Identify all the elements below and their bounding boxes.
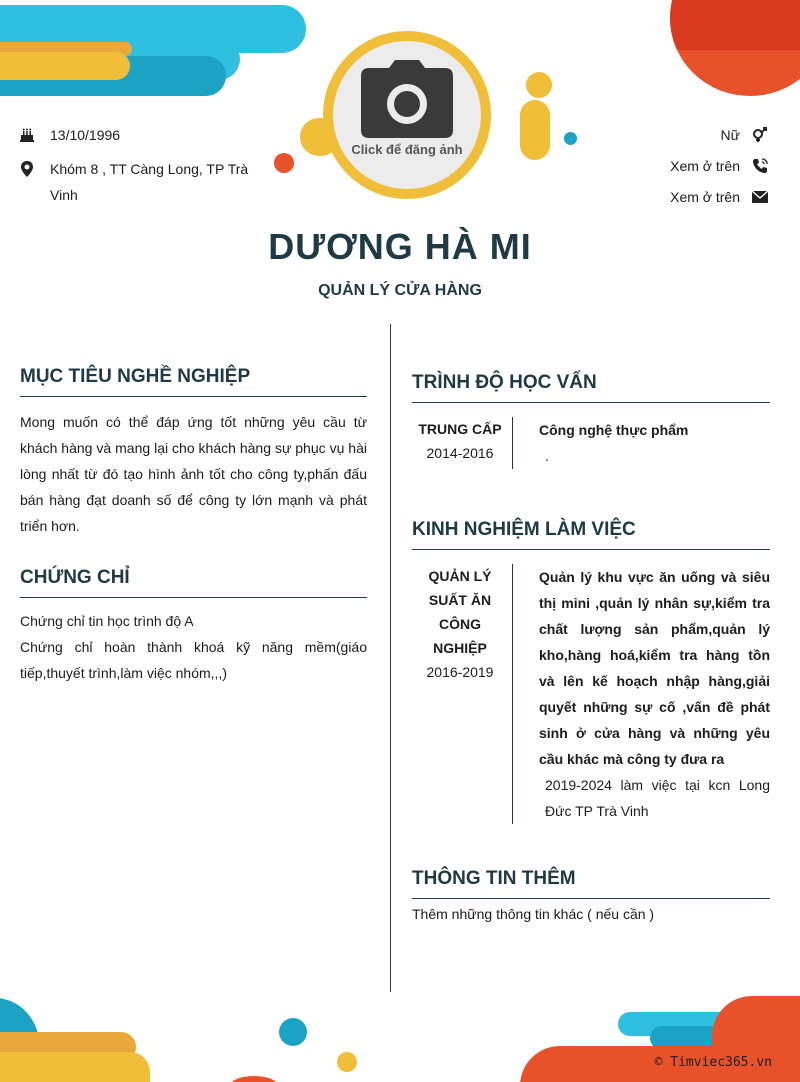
right-column: [412, 372, 770, 927]
birthday-text: 13/10/1996: [50, 127, 121, 143]
objective-title: MỤC TIÊU NGHỀ NGHIỆP: [20, 366, 367, 397]
birthday-row: [20, 122, 260, 148]
experience-title: KINH NGHIỆM LÀM VIỆC: [412, 519, 770, 550]
candidate-name: DƯƠNG HÀ MI: [268, 226, 532, 267]
phone-icon: [740, 153, 768, 179]
education-note: .: [545, 448, 549, 464]
certificates-section: [20, 567, 367, 686]
contact-right: [568, 122, 768, 215]
photo-prompt: Click để đăng ảnh: [351, 142, 463, 157]
footer-copyright: © Timviec365.vn: [654, 1055, 772, 1070]
objective-text: Mong muốn có thể đáp ứng tốt những yêu cầu từ khách hàng và mang lại cho khách hàng sự phục vụ hài lòng nhất từ đó tạo hình ảnh tốt cho công ty,phấn đấu bán hàng đạt doanh số để công ty lớn mạnh và phát triển hơn.: [20, 414, 367, 534]
gender-row: [568, 122, 768, 148]
certificates-title: CHỨNG CHỈ: [20, 567, 367, 598]
education-level: TRUNG CẤP: [418, 421, 502, 437]
experience-duties: Quản lý khu vực ăn uống và siêu thị mini ,quản lý nhân sự,kiểm tra chất lượng sản phẩm,quản lý kho,hàng hoá,kiểm tra hàng tồn và lên kế hoạch nhập hàng,giải quyết những sự cố ,vấn đề phát sinh ở cửa hàng và những yêu cầu khác mà công ty đưa ra: [539, 569, 770, 767]
experience-detail: [513, 564, 770, 824]
location-pin-icon: [20, 156, 50, 182]
education-detail: [513, 417, 770, 469]
camera-icon: [361, 60, 453, 138]
education-section: [412, 372, 770, 469]
column-divider: [390, 324, 391, 992]
email-text: Xem ở trên: [670, 189, 740, 205]
additional-section: [412, 868, 770, 927]
cake-icon: [20, 122, 50, 148]
education-major: Công nghệ thực phẩm: [539, 422, 689, 438]
email-row: [568, 184, 768, 210]
education-title: TRÌNH ĐỘ HỌC VẤN: [412, 372, 770, 403]
gender-icon: [740, 122, 768, 148]
gender-text: Nữ: [720, 127, 740, 143]
education-meta: [412, 417, 512, 469]
objective-section: [20, 366, 367, 539]
certificate-item: Chứng chỉ hoàn thành khoá kỹ năng mềm(giáo tiếp,thuyết trình,làm việc nhóm,,,): [20, 639, 367, 681]
address-text: Khóm 8 , TT Càng Long, TP Trà Vinh: [50, 161, 249, 203]
experience-years: 2016-2019: [426, 664, 494, 680]
left-column: [20, 366, 367, 686]
additional-text: Thêm những thông tin khác ( nếu cần ): [412, 906, 655, 922]
certificate-item: Chứng chỉ tin học trình độ A: [20, 613, 194, 629]
phone-text: Xem ở trên: [670, 158, 740, 174]
address-row: [20, 156, 260, 208]
phone-row: [568, 153, 768, 179]
education-years: 2014-2016: [426, 445, 494, 461]
candidate-position: QUẢN LÝ CỬA HÀNG: [318, 282, 482, 299]
experience-extra: 2019-2024 làm việc tại kcn Long Đức TP Trà Vinh: [545, 777, 770, 819]
experience-meta: [412, 564, 512, 824]
contact-left: [20, 122, 260, 216]
experience-section: [412, 519, 770, 824]
envelope-icon: [740, 184, 768, 210]
additional-title: THÔNG TIN THÊM: [412, 868, 770, 899]
experience-role: QUẢN LÝ SUẤT ĂN CÔNG NGHIỆP: [428, 568, 492, 656]
